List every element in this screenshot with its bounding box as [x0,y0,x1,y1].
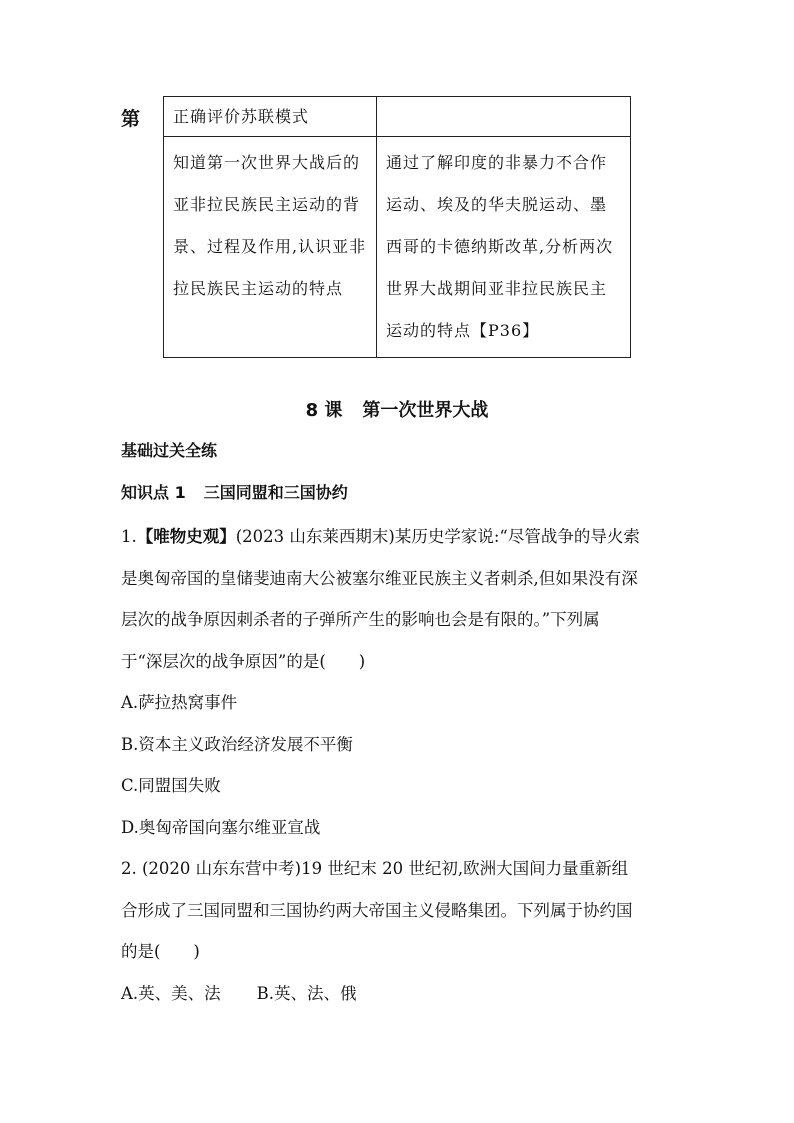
question-list [121,516,641,1014]
table-row [164,137,631,358]
question-1-tag: 【唯物史观】 [136,527,236,546]
table-row [164,97,631,137]
knowledge-point-title: 三国同盟和三国协约 [203,483,348,502]
question-2-options [121,973,641,1015]
lesson-name: 第一次世界大战 [362,400,489,421]
lesson-title [0,396,794,422]
question-1-stem [121,516,641,682]
table-cell: 知道第一次世界大战后的亚非拉民族民主运动的背景、过程及作用,认识亚非拉民族民主运动的特点 [164,137,377,358]
question-1-option-a[interactable]: A.萨拉热窝事件 [121,693,238,712]
question-2-stem: 2. (2020 山东东营中考)19 世纪末 20 世纪初,欧洲大国间力量重新组合形成了三国同盟和三国协约两大帝国主义侵略集团。下列属于协约国的是( ) [121,859,633,961]
lesson-number: 8 课 [305,400,343,421]
question-1-text: (2023 山东莱西期末)某历史学家说:“尽管战争的导火索是奥匈帝国的皇储斐迪南大公被塞尔维亚民族主义者刺杀,但如果没有深层次的战争原因刺杀者的子弹所产生的影响也会是有限的。”下列属于“深层次的战争原因”的是( ) [121,527,640,671]
question-1-option-c[interactable]: C.同盟国失败 [121,776,221,795]
table-cell: 通过了解印度的非暴力不合作运动、埃及的华夫脱运动、墨西哥的卡德纳斯改革,分析两次世界大战期间亚非拉民族民主运动的特点【P36】 [377,137,631,358]
question-1-number: 1. [121,527,137,546]
side-character: 第 [121,108,141,130]
objectives-table [163,96,631,358]
question-1-option-d[interactable]: D.奥匈帝国向塞尔维亚宣战 [121,817,321,837]
question-1-option-b[interactable]: B.资本主义政治经济发展不平衡 [121,734,353,754]
section-title: 基础过关全练 [121,441,218,460]
question-2-option-a[interactable]: A.英、美、法 [121,983,221,1003]
knowledge-point-number: 知识点 1 [121,483,186,502]
knowledge-point-heading [121,480,348,503]
table-cell: 正确评价苏联模式 [164,97,377,137]
table-cell [377,97,631,137]
question-2-option-b[interactable]: B.英、法、俄 [256,983,357,1003]
